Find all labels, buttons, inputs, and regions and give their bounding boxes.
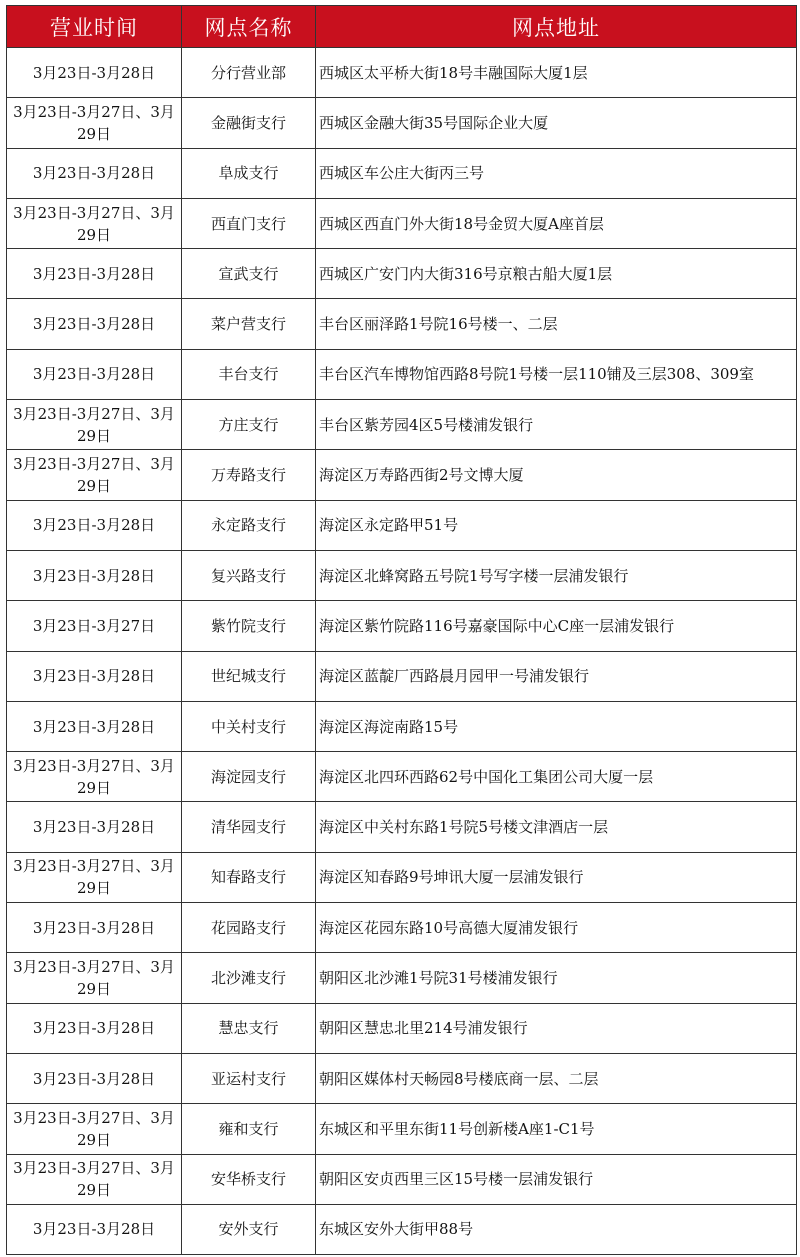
table-row [7,701,797,751]
branch-address-cell: 西城区广安门内大街316号京粮古船大厦1层 [316,249,797,299]
branch-address-cell: 西城区金融大街35号国际企业大厦 [316,98,797,148]
branch-name-cell: 慧忠支行 [182,1003,316,1053]
table-row [7,550,797,600]
branch-name-cell: 阜成支行 [182,148,316,198]
table-row [7,400,797,450]
business-hours-cell: 3月23日-3月28日 [7,48,182,98]
branch-name-cell: 海淀园支行 [182,752,316,802]
branch-address-cell: 海淀区蓝靛厂西路晨月园甲一号浦发银行 [316,651,797,701]
table-header-row [7,6,797,48]
business-hours-cell: 3月23日-3月27日、3月29日 [7,1154,182,1204]
table-row [7,450,797,500]
branch-address-cell: 海淀区北四环西路62号中国化工集团公司大厦一层 [316,752,797,802]
business-hours-cell: 3月23日-3月28日 [7,299,182,349]
branch-name-cell: 金融街支行 [182,98,316,148]
business-hours-cell: 3月23日-3月27日、3月29日 [7,450,182,500]
branch-name-cell: 复兴路支行 [182,550,316,600]
branch-address-cell: 西城区太平桥大街18号丰融国际大厦1层 [316,48,797,98]
branch-name-cell: 花园路支行 [182,903,316,953]
table-row [7,48,797,98]
branch-address-cell: 西城区车公庄大街丙三号 [316,148,797,198]
table-row [7,198,797,248]
branch-name-cell: 亚运村支行 [182,1053,316,1103]
table-row [7,1154,797,1204]
business-hours-cell: 3月23日-3月28日 [7,249,182,299]
table-row [7,601,797,651]
table-row [7,651,797,701]
business-hours-cell: 3月23日-3月27日、3月29日 [7,752,182,802]
business-hours-cell: 3月23日-3月27日、3月29日 [7,852,182,902]
table-row [7,752,797,802]
branch-name-cell: 知春路支行 [182,852,316,902]
header-branch-name: 网点名称 [182,6,316,48]
branch-name-cell: 分行营业部 [182,48,316,98]
business-hours-cell: 3月23日-3月28日 [7,550,182,600]
table-row [7,903,797,953]
branch-name-cell: 方庄支行 [182,400,316,450]
business-hours-cell: 3月23日-3月28日 [7,903,182,953]
business-hours-cell: 3月23日-3月28日 [7,802,182,852]
table-row [7,1204,797,1254]
branch-address-cell: 海淀区紫竹院路116号嘉豪国际中心C座一层浦发银行 [316,601,797,651]
business-hours-cell: 3月23日-3月28日 [7,651,182,701]
branch-name-cell: 中关村支行 [182,701,316,751]
table-row [7,802,797,852]
business-hours-cell: 3月23日-3月27日 [7,601,182,651]
branch-name-cell: 清华园支行 [182,802,316,852]
branch-name-cell: 万寿路支行 [182,450,316,500]
table-row [7,349,797,399]
header-branch-address: 网点地址 [316,6,797,48]
table-row [7,500,797,550]
business-hours-cell: 3月23日-3月27日、3月29日 [7,400,182,450]
branch-name-cell: 永定路支行 [182,500,316,550]
business-hours-cell: 3月23日-3月28日 [7,349,182,399]
branch-name-cell: 世纪城支行 [182,651,316,701]
branch-address-cell: 朝阳区北沙滩1号院31号楼浦发银行 [316,953,797,1003]
branch-address-cell: 东城区安外大街甲88号 [316,1204,797,1254]
business-hours-cell: 3月23日-3月28日 [7,1204,182,1254]
branch-address-cell: 海淀区知春路9号坤讯大厦一层浦发银行 [316,852,797,902]
branch-address-cell: 朝阳区慧忠北里214号浦发银行 [316,1003,797,1053]
branch-name-cell: 安华桥支行 [182,1154,316,1204]
business-hours-cell: 3月23日-3月27日、3月29日 [7,198,182,248]
table-row [7,852,797,902]
branch-address-cell: 朝阳区安贞西里三区15号楼一层浦发银行 [316,1154,797,1204]
table-row [7,299,797,349]
branch-name-cell: 安外支行 [182,1204,316,1254]
branch-name-cell: 宣武支行 [182,249,316,299]
branch-name-cell: 雍和支行 [182,1104,316,1154]
business-hours-cell: 3月23日-3月28日 [7,1053,182,1103]
branch-name-cell: 北沙滩支行 [182,953,316,1003]
table-row [7,148,797,198]
table-body [7,48,797,1255]
branch-address-cell: 海淀区万寿路西街2号文博大厦 [316,450,797,500]
branch-address-cell: 海淀区花园东路10号高德大厦浦发银行 [316,903,797,953]
branch-name-cell: 西直门支行 [182,198,316,248]
branch-address-cell: 丰台区紫芳园4区5号楼浦发银行 [316,400,797,450]
business-hours-cell: 3月23日-3月27日、3月29日 [7,98,182,148]
branch-address-cell: 海淀区永定路甲51号 [316,500,797,550]
table-row [7,98,797,148]
business-hours-cell: 3月23日-3月28日 [7,1003,182,1053]
branch-address-cell: 西城区西直门外大街18号金贸大厦A座首层 [316,198,797,248]
table-row [7,1104,797,1154]
branch-address-cell: 朝阳区媒体村天畅园8号楼底商一层、二层 [316,1053,797,1103]
branch-address-cell: 海淀区海淀南路15号 [316,701,797,751]
branch-address-cell: 海淀区北蜂窝路五号院1号写字楼一层浦发银行 [316,550,797,600]
branch-address-cell: 丰台区丽泽路1号院16号楼一、二层 [316,299,797,349]
branch-address-cell: 丰台区汽车博物馆西路8号院1号楼一层110铺及三层308、309室 [316,349,797,399]
table-row [7,1003,797,1053]
branch-address-cell: 东城区和平里东街11号创新楼A座1-C1号 [316,1104,797,1154]
business-hours-cell: 3月23日-3月27日、3月29日 [7,1104,182,1154]
header-business-hours: 营业时间 [7,6,182,48]
business-hours-cell: 3月23日-3月28日 [7,701,182,751]
table-row [7,249,797,299]
business-hours-cell: 3月23日-3月28日 [7,148,182,198]
branch-name-cell: 丰台支行 [182,349,316,399]
branch-name-cell: 菜户营支行 [182,299,316,349]
branch-hours-table [6,5,797,1255]
branch-hours-table-wrapper [6,5,797,1255]
table-row [7,953,797,1003]
branch-name-cell: 紫竹院支行 [182,601,316,651]
table-row [7,1053,797,1103]
business-hours-cell: 3月23日-3月27日、3月29日 [7,953,182,1003]
branch-address-cell: 海淀区中关村东路1号院5号楼文津酒店一层 [316,802,797,852]
business-hours-cell: 3月23日-3月28日 [7,500,182,550]
